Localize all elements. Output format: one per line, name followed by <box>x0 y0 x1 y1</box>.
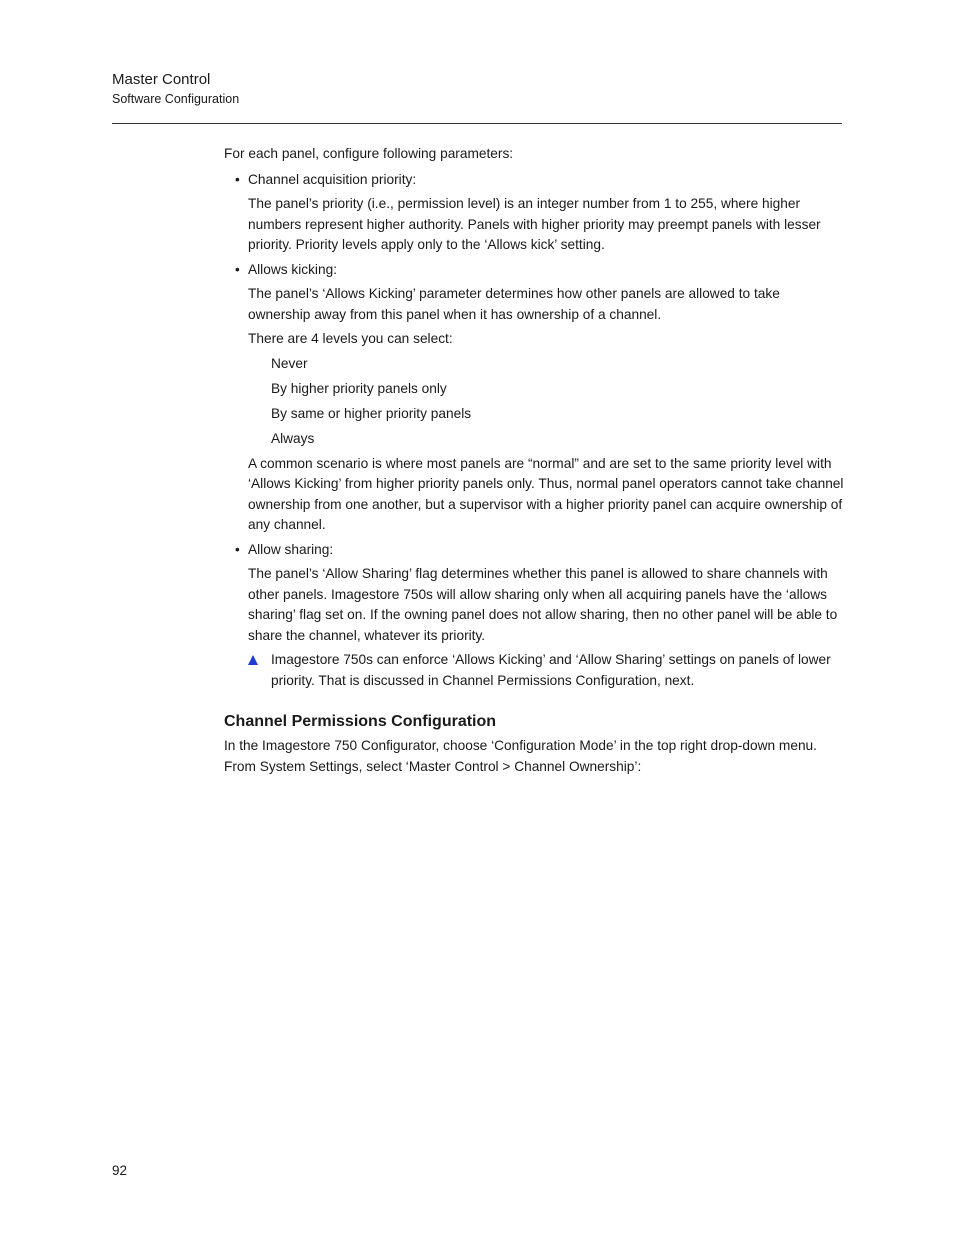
note-callout <box>224 650 844 691</box>
priority-description: The panel’s priority (i.e., permission level) is an integer number from 1 to 255, where higher numbers represent higher authority. Panels with higher priority may preempt panels with lesser priority. Priority levels apply only to the ‘Allows kick’ setting. <box>248 196 821 252</box>
level-item: By same or higher priority panels <box>271 405 472 421</box>
header-divider <box>112 123 842 124</box>
bullet-label-kicking: Allows kicking: <box>248 261 337 277</box>
running-header <box>112 70 239 108</box>
bullet-dot: • <box>235 171 240 187</box>
bullet-item-priority <box>224 170 844 191</box>
bullet-label-priority: Channel acquisition priority: <box>248 171 417 187</box>
intro-paragraph: For each panel, configure following parameters: <box>224 146 514 161</box>
page-content <box>224 144 844 777</box>
level-item: Never <box>271 355 308 371</box>
level-item: Always <box>271 430 315 446</box>
bullet-item-kicking <box>224 260 844 281</box>
header-title: Master Control <box>112 71 211 88</box>
levels-intro: There are 4 levels you can select: <box>248 331 453 346</box>
note-text: Imagestore 750s can enforce ‘Allows Kicking’ and ‘Allow Sharing’ settings on panels of lower priority. That is discussed in Channel Permissions Configuration, next. <box>271 652 831 688</box>
bullet-item-sharing <box>224 540 844 561</box>
bullet-dot: • <box>235 541 240 557</box>
bullet-label-sharing: Allow sharing: <box>248 541 334 557</box>
section-heading: Channel Permissions Configuration <box>224 713 497 730</box>
bullet-dot: • <box>235 261 240 277</box>
section-paragraph: In the Imagestore 750 Configurator, choose ‘Configuration Mode’ in the top right drop-down menu. From System Settings, select ‘Master Control > Channel Ownership’: <box>224 738 817 774</box>
level-item: By higher priority panels only <box>271 380 447 396</box>
kicking-scenario: A common scenario is where most panels are “normal” and are set to the same priority level with ‘Allows Kicking’ from higher priority panels only. Thus, normal panel operators cannot take channel ownership from one another, but a supervisor with a higher priority panel can acquire ownership of any channel. <box>248 455 844 532</box>
warning-triangle-icon <box>248 655 258 665</box>
kicking-description: The panel’s ‘Allows Kicking’ parameter determines how other panels are allowed to take ownership away from this panel when it has ownership of a channel. <box>248 286 780 322</box>
page-number: 92 <box>112 1163 128 1178</box>
header-subtitle: Software Configuration <box>112 92 240 106</box>
sharing-description: The panel’s ‘Allow Sharing’ flag determines whether this panel is allowed to share channels with other panels. Imagestore 750s will allow sharing only when all acquiring panels have the ‘allows sharing’ flag set on. If the owning panel does not allow sharing, then no other panel will be able to share the channel, whatever its priority. <box>248 566 838 643</box>
